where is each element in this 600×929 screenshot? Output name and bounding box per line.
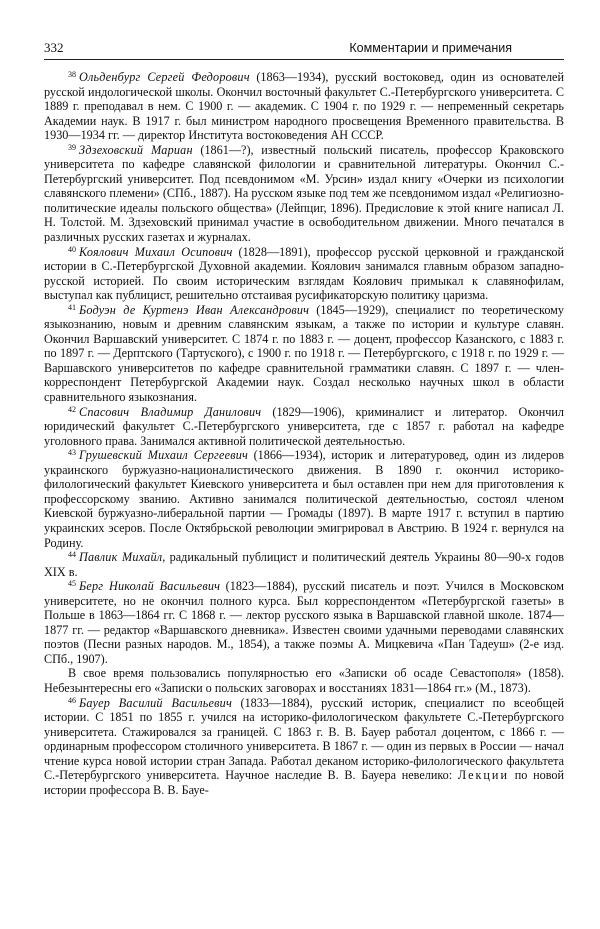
- note-text: (1863—1934), русский востоковед, один из основателей русской индологической школы. Окончил восточный факультет С.-Петербургского университета. С 1889 г. преподавал в нем. С 1900 г. — академик. С 1904 г. по 1929 г. — непременный секретарь Академии наук. В 1917 г. был министром народного просвещения Временного правительства. В 1930—1934 гг. — директор Института востоковедения АН СССР.: [44, 70, 564, 143]
- note-text-after: по новой истории профессора В. В. Бауе-: [44, 768, 564, 797]
- note-person-name: Ольденбург Сергей Федорович: [79, 70, 250, 84]
- note-text: (1828—1891), профессор русской церковной и гражданской истории в С.-Петербургской Духовной академии. Коялович занимался главным образом западно-русской историей. По своим историческим взглядам Коялович примыкал к славянофилам, выступал как публицист, решительно отстаивая русификаторскую политику царизма.: [44, 244, 564, 303]
- note-person-name: Коялович Михаил Осипович: [79, 244, 233, 259]
- note-number: 40: [68, 244, 76, 254]
- note-text: , радикальный публицист и политический деятель Украины 80—90-х годов XIX в.: [44, 550, 564, 579]
- note-39: [44, 143, 564, 245]
- note-person-name: Здзеховский Мариан: [79, 142, 193, 157]
- note-number: 39: [68, 142, 76, 152]
- note-text: (1861—?), известный польский писатель, профессор Краковского университета по кафедре славянской филологии и сравнительной литературы. Окончил С.-Петербургский университет. Под псевдонимом «М. Урсин» издал книгу «Очерки из психологии славянского племени» (СПб., 1887). На русском языке под тем же псевдонимом издал «Религиозно-политические идеалы польского общества» (Лейпциг, 1896). Предисловие к этой книге написал Л. Н. Толстой. М. Здзеховский принимал участие в освободительном движении. Много печатался в различных русских газетах и журналах.: [44, 142, 564, 245]
- note-person-name: Грушевский Михаил Сергеевич: [79, 448, 248, 463]
- note-42: [44, 405, 564, 449]
- note-number: 42: [68, 404, 76, 414]
- note-text: (1833—1884), русский историк, специалист по всеобщей истории. С 1851 по 1855 г. учился на историко-филологическом факультете С.-Петербургского университета. Стажировался за границей. С 1863 г. В. В. Бауер работал доцентом, с 1866 г. — ординарным профессором столичного университета. В 1867 г. — один из первых в России — начал чтение курса новой истории стран Запада. Работал деканом историко-филологического факультета С.-Петербургского университета. Научное наследие В. В. Бауера невелико:: [44, 695, 564, 783]
- note-person-name: Бауер Василий Васильевич: [79, 695, 232, 710]
- note-number: 43: [68, 448, 76, 458]
- running-title: Комментарии и примечания: [349, 41, 512, 55]
- note-40: [44, 245, 564, 303]
- note-41: [44, 303, 564, 405]
- note-person-name: Берг Николай Васильевич: [79, 579, 221, 594]
- note-number: 44: [68, 550, 76, 560]
- note-person-name: Спасович Владимир Данилович: [79, 404, 262, 419]
- note-number: 45: [68, 579, 76, 589]
- note-45-continued: [44, 666, 564, 695]
- page-number: 332: [44, 40, 64, 55]
- note-43: [44, 448, 564, 550]
- note-spaced-word: Лекции: [457, 768, 509, 783]
- note-person-name: Бодуэн де Куртенэ Иван Александрович: [79, 302, 310, 317]
- book-page: [44, 40, 564, 797]
- note-person-name: Павлик Михайл: [79, 550, 163, 565]
- note-44: [44, 550, 564, 579]
- note-number: 38: [68, 70, 76, 79]
- note-text: (1866—1934), историк и литературовед, один из лидеров украинского буржуазно-националистического движения. В 1890 г. окончил историко-филологический факультет Киевского университета и был оставлен при нем для приготовления к профессорскому званию. Активно занимался политической деятельностью, состоял членом Киевской буржуазно-либеральной партии — Громады (1897). В марте 1917 г. вступил в партию украинских эсеров. После Октябрьской революции эмигрировал в Австрию. В 1924 г. вернулся на Родину.: [44, 448, 564, 550]
- note-46: [44, 696, 564, 798]
- note-number: 46: [68, 695, 76, 705]
- note-text: В свое время пользовались популярностью его «Записки об осаде Севастополя» (1858). Небезынтересны его «Записки о польских заговорах и восстаниях 1831—1864 гг.» (М., 1873).: [44, 666, 564, 695]
- note-text: (1829—1906), криминалист и литератор. Окончил юридический факультет С.-Петербургского университета, где с 1857 г. работал на кафедре уголовного права. Занимался активной политической деятельностью.: [44, 404, 564, 448]
- note-text: (1845—1929), специалист по теоретическому языкознанию, новым и древним славянским языкам, а также по истории и культуре славян. Окончил Варшавский университет. С 1874 г. по 1883 г. — доцент, профессор Казанского, с 1883 г. по 1897 г. — Дерптского (Тартуского), с 1900 г. по 1918 г. — Петербургского, с 1918 г. по 1929 г. — Варшавского университетов по кафедре сравнительной грамматики славян. С 1897 г. — член-корреспондент Петербургской Академии наук. Создал несколько научных школ в области сравнительного языкознания.: [44, 302, 564, 405]
- note-38: [44, 70, 564, 143]
- note-text: (1823—1884), русский писатель и поэт. Учился в Московском университете, но не окончил полного курса. Был корреспондентом «Петербургской газеты» в Польше в 1863—1864 гг. С 1868 г. — лектор русского языка в Варшавской главной школе. 1874—1877 гг. — редактор «Варшавского дневника». Известен своими удачными переводами славянских поэтов (Песни разных народов. М., 1854), а также поэмы А. Мицкевича «Пан Тадеуш» (2-е изд. СПб., 1907).: [44, 579, 564, 666]
- notes-body: [44, 70, 564, 797]
- note-number: 41: [68, 302, 76, 312]
- note-45: [44, 579, 564, 666]
- running-head: [44, 40, 564, 60]
